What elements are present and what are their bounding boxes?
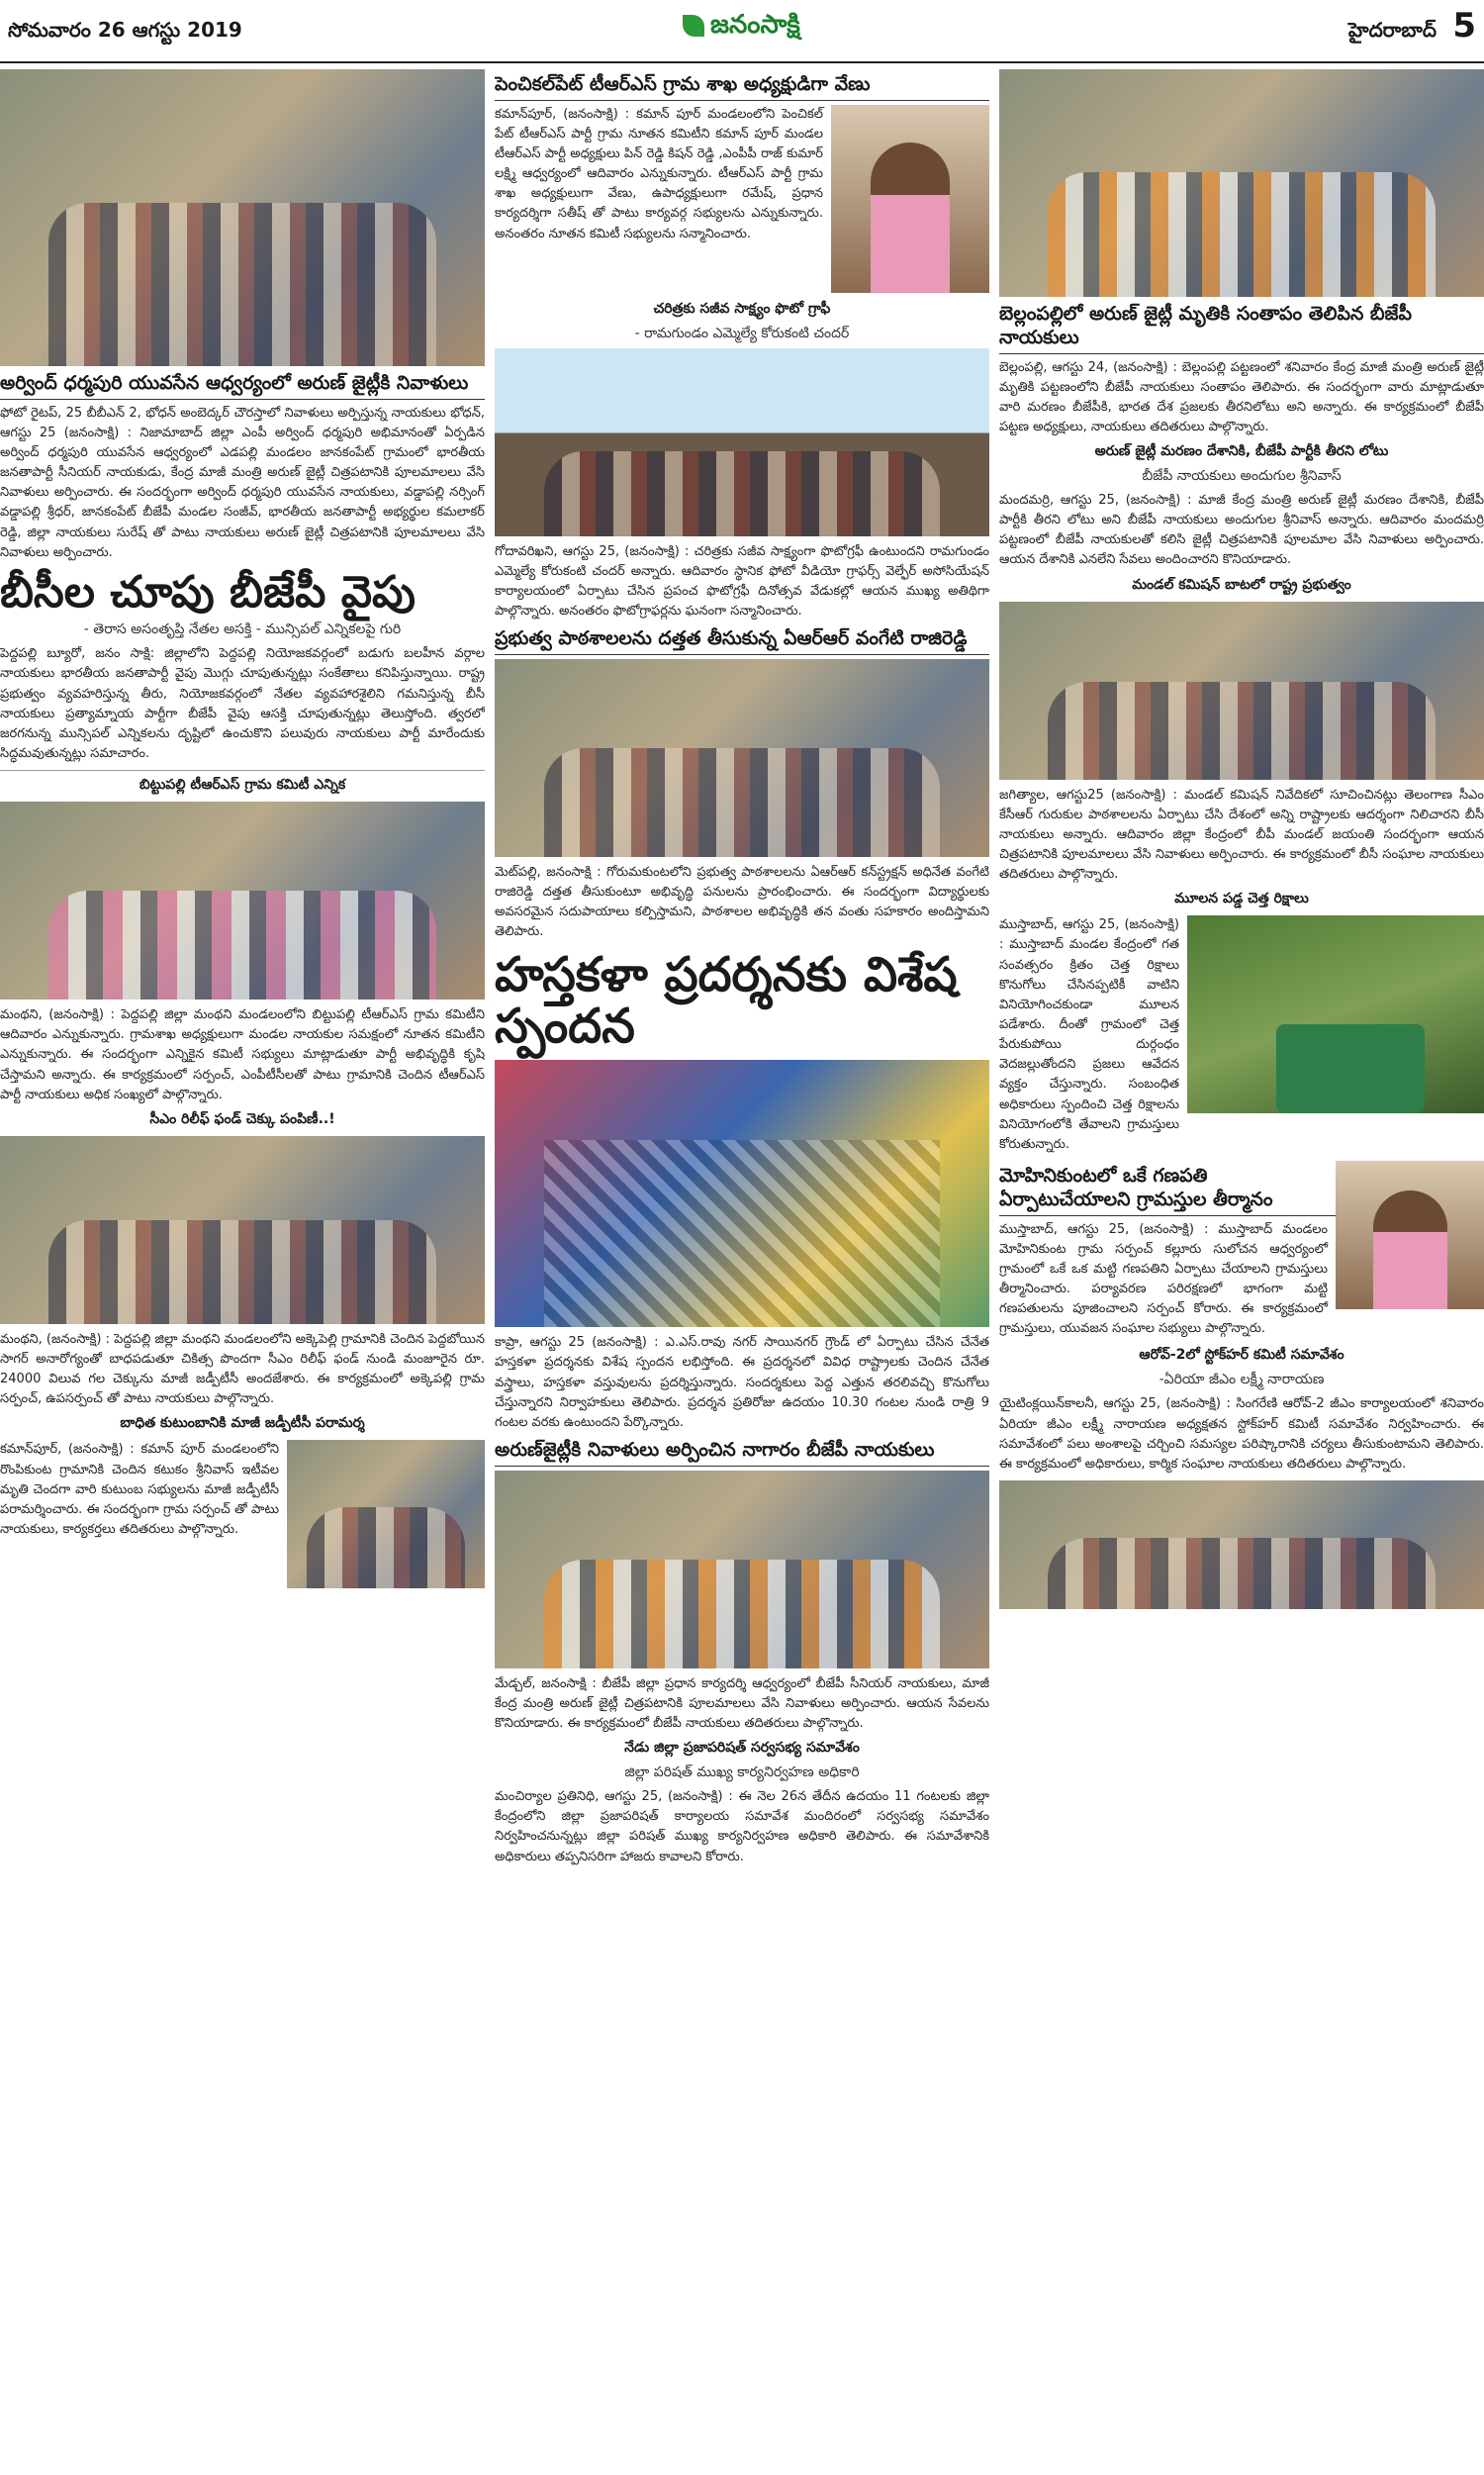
article-body: మంథని, (జనంసాక్షి) : పెద్దపల్లి జిల్లా మంథని మండలంలోని బిట్టుపల్లి టీఆర్ఎస్ గ్రామ కమిటీని ఆదివారం ఎన్నుకున్నారు. గ్రామశాఖ అధ్యక్షులుగా మండల నాయకుల సమక్షంలో నూతన కమిటీని ఎన్నుకున్నారు. ఈ సందర్భంగా ఎన్నికైన కమిటీ సభ్యులు మాట్లాడుతూ పార్టీ అభివృద్ధికి కృషి చేస్తామని అన్నారు. ఈ కార్యక్రమంలో సర్పంచ్, ఎంపీటీసీలతో పాటు గ్రామానికి చెందిన టీఆర్ఎస్ పార్టీ నాయకులు అధిక సంఖ్యలో పాల్గొన్నారు. xyxy=(0,1007,485,1102)
article-headline: అరుణ్‌జైట్లీకి నివాళులు అర్పించిన నాగారం బీజేపీ నాయకులు xyxy=(495,1439,989,1467)
page-number: 5 xyxy=(1452,6,1476,46)
committee-photo xyxy=(0,802,485,1000)
divider xyxy=(0,770,485,771)
sarpanch-portrait xyxy=(1336,1161,1484,1309)
edition-city: హైదరాబాద్ xyxy=(1347,18,1437,42)
article-subheadline: జిల్లా పరిషత్ ముఖ్య కార్యనిర్వహణ అధికారి xyxy=(624,1764,860,1781)
article-body: కమాన్‌పూర్, (జనంసాక్షి) : కమాన్ పూర్ మండలంలోని రొంపికుంట గ్రామానికి చెందిన కటుకం శ్రీనివాస్ ఇటీవల మృతి చెందగా వారి కుటుంబ సభ్యులను మాజీ జడ్పీటీసీ పరామర్శించారు. ఈ సందర్భంగా గ్రామ సర్పంచ్ తో పాటు నాయకులు, కార్యకర్తలు తదితరులు పాల్గొన్నారు. xyxy=(0,1442,279,1537)
article-subheadline: -ఏరియా జీఎం లక్ష్మీ నారాయణ xyxy=(1159,1372,1325,1388)
mandal-commission-photo xyxy=(999,602,1484,780)
condolence-photo xyxy=(999,69,1484,297)
article-headline-large: హస్తకళా ప్రదర్శనకు విశేష స్పందన xyxy=(495,946,958,1055)
column-right xyxy=(999,69,1484,2469)
article-headline: మోహినికుంటలో ఒకే గణపతి ఏర్పాటుచేయాలని గ్రామస్తుల తీర్మానం xyxy=(999,1165,1484,1216)
photo-caption: బిట్టుపల్లి టీఆర్ఎస్ గ్రామ కమిటీ ఎన్నిక xyxy=(139,777,346,794)
article-body: ముస్తాబాద్, ఆగస్టు 25, (జనంసాక్షి) : ముస్తాబాద్ మండలం మోహినికుంట గ్రామ సర్పంచ్ కల్లూరు సులోచన ఆధ్వర్యంలో గ్రామంలో ఒకే ఒక మట్టి గణపతిని ఏర్పాటు చేయాలని గ్రామస్తులు తీర్మానించారు. పర్యావరణ పరిరక్షణలో భాగంగా మట్టి గణపతులను పూజించాలని సర్పంచ్ కోరారు. ఈ కార్యక్రమంలో గ్రామస్తులు, యువజన సంఘాల సభ్యులు పాల్గొన్నారు. xyxy=(999,1221,1328,1337)
photo-caption: బాధిత కుటుంబానికి మాజీ జడ్పీటీసీ పరామర్శ xyxy=(120,1415,365,1432)
column-middle xyxy=(495,69,989,2469)
article-body: కాప్రా, ఆగస్టు 25 (జనంసాక్షి) : ఎ.ఎస్.రావు నగర్ సాయినగర్ గ్రౌండ్ లో ఏర్పాటు చేసిన చేనేత హస్తకళా ప్రదర్శనకు విశేష స్పందన లభిస్తోంది. ఈ ప్రదర్శనలో వివిధ రాష్ట్రాలకు చెందిన చేనేత వస్త్రాలు, హస్తకళా వస్తువులను ప్రదర్శిస్తున్నారు. సందర్శకులు పెద్ద ఎత్తున తరలివచ్చి కొనుగోలు చేస్తున్నారని నిర్వాహకులు తెలిపారు. ప్రదర్శన ప్రతిరోజు ఉదయం 10.30 గంటల నుండి రాత్రి 9 గంటల వరకు ఉంటుందని పేర్కొన్నారు. xyxy=(495,1335,989,1430)
article-headline: అరుణ్ జైట్లీ మరణం దేశానికి, బీజేపీ పార్టీకి తీరని లోటు xyxy=(1094,443,1389,460)
handloom-expo-photo xyxy=(495,1060,989,1327)
article-headline: నేడు జిల్లా ప్రజాపరిషత్ సర్వసభ్య సమావేశం xyxy=(624,1740,860,1757)
article-headline: చరిత్రకు సజీవ సాక్ష్యం ఫొటో గ్రాఫీ xyxy=(653,300,831,317)
photo-caption: సీఎం రిలీఫ్ ఫండ్ చెక్కు పంపిణీ..! xyxy=(149,1110,335,1127)
article-headline: పెంచికల్‌పేట్ టీఆర్ఎస్ గ్రామ శాఖ అధ్యక్షుడిగా వేణు xyxy=(495,73,989,101)
article-body: యైటింక్లయిన్‌కాలనీ, ఆగస్టు 25, (జనంసాక్షి) : సింగరేణి ఆరోవ్-2 జీఎం కార్యాలయంలో శనివారం ఏరియా జీఎం లక్ష్మీ నారాయణ అధ్యక్షతన స్టోక్‌హర్ కమిటీ సమావేశం నిర్వహించారు. ఈ సమావేశంలో పలు అంశాలపై చర్చించి సమస్యల పరిష్కారానికి చర్యలు తీసుకుంటామని తెలిపారు. ఈ కార్యక్రమంలో అధికారులు, కార్మిక సంఘాల నాయకులు తదితరులు పాల్గొన్నారు. xyxy=(999,1396,1484,1472)
article-headline: ప్రభుత్వ పాఠశాలలను దత్తత తీసుకున్న ఏఆర్ఆర్ వంగేటి రాజిరెడ్డి xyxy=(495,627,989,655)
article-body: ముస్తాబాద్, ఆగస్టు 25, (జనంసాక్షి) : ముస్తాబాద్ మండల కేంద్రంలో గత సంవత్సరం క్రితం చెత్త రిక్షాలు కొనుగోలు చేసినప్పటికీ వాటిని వినియోగించకుండా మూలన పడేశారు. దీంతో గ్రామంలో చెత్త పేరుకుపోయి దుర్గంధం వెదజల్లుతోందని ప్రజలు ఆవేదన వ్యక్తం చేస్తున్నారు. సంబంధిత అధికారులు స్పందించి చెత్త రిక్షాలను వినియోగంలోకి తేవాలని గ్రామస్తులు కోరుతున్నారు. xyxy=(999,917,1179,1152)
leaf-icon xyxy=(683,15,704,37)
photography-event-photo xyxy=(495,348,989,536)
article-body: ఫోటో రైటప్, 25 బీబీఎన్ 2, భోధన్ అంబెద్కర్ చౌరస్తాలో నివాళులు అర్పిస్తున్న నాయకులు భోధన్, ఆగస్టు 25 (జనంసాక్షి) : నిజామాబాద్ జిల్లా ఎంపీ అర్వింద్ ధర్మపురి అభిమానంతో ఏర్పడిన అర్వింద్ ధర్మపురి యువసేన ఆధ్వర్యంలో ఎడపల్లి మండలం జానకంపేట్ గ్రామంలో భారతీయ జనతాపార్టీ సీనియర్ నాయకుడు, కేంద్ర మాజీ మంత్రి అరుణ్ జైట్లీ చిత్రపటానికి పూలమాలలు వేసి నివాళులు అర్పించారు. ఈ సందర్భంగా అర్వింద్ ధర్మపురి యువసేన నాయకులు, వడ్డాపల్లి నర్సింగ్ వడ్డాపల్లి శ్రీధర్, జానకంపేట్ బీజేపీ మండల సంజీవ్, భారతీయ జనతాపార్టీ అభ్యర్థుల కమలాకర్ రెడ్డి, జిల్లా నాయకులు సురేష్ తో పాటు నాయకులు అరుణ్ జైట్లీ చిత్రపటానికి పూలమాలలు వేసి నివాళులు అర్పించారు. xyxy=(0,405,485,560)
article-body: మంచిర్యాల ప్రతినిధి, ఆగస్టు 25, (జనంసాక్షి) : ఈ నెల 26న తేదీన ఉదయం 11 గంటలకు జిల్లా కేంద్రంలోని జిల్లా ప్రజాపరిషత్ కార్యాలయ సమావేశ మందిరంలో సర్వసభ్య సమావేశం నిర్వహించనున్నట్లు జిల్లా పరిషత్ ముఖ్య కార్యనిర్వహణ అధికారి తెలిపారు. ఈ సమావేశానికి అధికారులు తప్పనిసరిగా హాజరు కావాలని కోరారు. xyxy=(495,1789,989,1864)
article-body: బెల్లంపల్లి, ఆగస్టు 24, (జనంసాక్షి) : బెల్లంపల్లి పట్టణంలో శనివారం కేంద్ర మాజీ మంత్రి అరుణ్ జైట్లీ మృతికి పట్టణంలోని బీజేపీ నాయకులు సంతాపం తెలిపారు. ఈ సందర్భంగా వారు మాట్లాడుతూ వారి మరణం బీజేపీకి, భారత దేశ ప్రజలకు తీరనిలోటు అని అన్నారు. ఈ కార్యక్రమంలో బీజేపీ పట్టణ అధ్యక్షులు, నాయకులు తదితరులు పాల్గొన్నారు. xyxy=(999,359,1484,434)
newspaper-logo xyxy=(683,10,800,46)
meeting-photo xyxy=(999,1480,1484,1609)
tribute-photo xyxy=(495,1471,989,1668)
article-body: మందమర్రి, ఆగస్టు 25, (జనంసాక్షి) : మాజీ కేంద్ర మంత్రి అరుణ్ జైట్లీ మరణం దేశానికి, బీజేపీ పార్టీకి తీరని లోటు అని బీజేపీ నాయకులు అందుగుల శ్రీనివాస్ అన్నారు. ఆదివారం మందమర్రి పట్టణంలో బీజేపీ నాయకులతో కలిసి జైట్లీ చిత్రపటానికి పూలమాల వేసి నివాళులు అర్పించారు. ఆయన దేశానికి ఎనలేని సేవలు అందించారని కొనియాడారు. xyxy=(999,493,1484,568)
article-body: గోదావరిఖని, ఆగస్టు 25, (జనంసాక్షి) : చరిత్రకు సజీవ సాక్ష్యంగా ఫొటోగ్రఫీ ఉంటుందని రామగుండం ఎమ్మెల్యే కోరుకంటి చందర్ అన్నారు. ఆదివారం స్థానిక ఫోటో వీడియో గ్రాఫర్స్ వెల్ఫేర్ అసోసియేషన్ కార్యాలయంలో ఏర్పాటు చేసిన ప్రపంచ ఫొటోగ్రఫీ దినోత్సవ వేడుకల్లో ఆయన ముఖ్య అతిథిగా పాల్గొన్నారు. అనంతరం ఫొటోగ్రాఫర్లను ఘనంగా సన్మానించారు. xyxy=(495,543,989,619)
portrait-photo xyxy=(831,105,989,293)
logo-text: జనంసాక్షి xyxy=(710,10,800,40)
visit-photo xyxy=(287,1440,485,1588)
article-headline: బెల్లంపల్లిలో అరుణ్ జైట్లీ మృతికి సంతాపం తెలిపిన బీజేపీ నాయకులు xyxy=(999,303,1484,354)
article-headline-large: బీసీల చూపు బీజేపీ వైపు xyxy=(0,566,416,618)
article-headline: మూలన పడ్డ చెత్త రిక్షాలు xyxy=(1174,891,1309,907)
tribute-photo xyxy=(0,69,485,366)
column-left xyxy=(0,69,485,2469)
article-headline: అర్వింద్ ధర్మపురి యువసేన ఆధ్వర్యంలో అరుణ్ జైట్లీకి నివాళులు xyxy=(0,372,485,400)
article-body: మేడ్చల్, జనంసాక్షి : బీజేపీ జిల్లా ప్రధాన కార్యదర్శి ఆధ్వర్యంలో బీజేపీ సీనియర్ నాయకులు, మాజీ కేంద్ర మంత్రి అరుణ్ జైట్లీ చిత్రపటానికి పూలమాలలు వేసి నివాళులు అర్పించారు. ఆయన సేవలను కొనియాడారు. ఈ కార్యక్రమంలో బీజేపీ నాయకులు తదితరులు పాల్గొన్నారు. xyxy=(495,1675,989,1731)
article-headline: ఆరోవ్-2లో స్టోక్‌హర్ కమిటీ సమావేశం xyxy=(1139,1347,1345,1364)
article-subheadline: - రామగుండం ఎమ్మెల్యే కోరుకంటి చందర్ xyxy=(634,325,850,341)
article-body: మంథని, (జనంసాక్షి) : పెద్దపల్లి జిల్లా మంథని మండలంలోని అక్కెపెల్లి గ్రామానికి చెందిన పెద్దబోయిన సాగర్ అనారోగ్యంతో బాధపడుతూ చికిత్స పొందగా సీఎం రిలీఫ్ ఫండ్ నుండి మంజూరైన రూ. 24000 విలువ గల చెక్కును మాజీ జడ్పీటీసీ అందజేశారు. ఈ కార్యక్రమంలో అక్కెపల్లి గ్రామ సర్పంచ్, ఉపసర్పంచ్ తో పాటు నాయకులు పాల్గొన్నారు. xyxy=(0,1331,485,1407)
article-subheadline: - తెరాస అసంతృప్తి నేతల అసక్తి - మున్సిపల్ ఎన్నికలపై గురి xyxy=(83,621,402,638)
article-body: పెద్దపల్లి బ్యూరో, జనం సాక్షి: జిల్లాలోని పెద్దపల్లి నియోజకవర్గంలో బడుగు బలహీన వర్గాల నాయకులు భారతీయ జనతాపార్టీ వైపు మొగ్గు చూపుతున్నట్లు సంకేతాలు కనిపిస్తున్నాయి. రాష్ట్ర ప్రభుత్వం వ్యవహరిస్తున్న తీరు, నియోజకవర్గంలో నేతల వ్యవహారశైలిని గమనిస్తున్న బీసీ నాయకులు ప్రత్యామ్నాయ పార్టీగా బీజేపీ వైపు ఆసక్తి చూపుతున్నట్లు తెలుస్తోంది. త్వరలో జరగనున్న మున్సిపల్ ఎన్నికలను దృష్టిలో ఉంచుకొని పలువురు నాయకులు పార్టీ మారేందుకు సిద్ధమవుతున్నట్లు సమాచారం. xyxy=(0,646,485,761)
article-headline: మండల్ కమిషన్ బాటలో రాష్ట్ర ప్రభుత్వం xyxy=(1132,576,1351,593)
garbage-rickshaw-photo xyxy=(1187,915,1484,1113)
masthead xyxy=(0,0,1484,63)
issue-date: సోమవారం 26 ఆగస్టు 2019 xyxy=(8,18,242,42)
article-subheadline: బీజేపీ నాయకులు అందుగుల శ్రీనివాస్ xyxy=(1142,468,1342,485)
article-body: కమాన్‌పూర్, (జనంసాక్షి) : కమాన్ పూర్ మండలంలోని పెంచికల్ పేట్ టీఆర్ఎస్ పార్టీ గ్రామ నూతన కమిటీని కమాన్ పూర్ మండల టీఆర్ఎస్ పార్టీ అధ్యక్షులు పిన్ రెడ్డి కిషన్ రెడ్డి ,ఎంపీపీ రాజ్ కుమార్ లక్ష్మి ఆధ్వర్యంలో ఆదివారం ఎన్నుకున్నారు. టీఆర్ఎస్ పార్టీ గ్రామ శాఖ అధ్యక్షులుగా వేణు, ఉపాధ్యక్షులుగా రమేష్, ప్రధాన కార్యదర్శిగా సతీష్ తో పాటు కార్యవర్గ సభ్యులను ఎన్నుకున్నారు. అనంతరం నూతన కమిటీ సభ్యులను సన్మానించారు. xyxy=(495,106,823,241)
article-body: మెట్‌పల్లి, జనంసాక్షి : గోరుమకుంటలోని ప్రభుత్వ పాఠశాలలను ఏఆర్ఆర్ కన్‌స్ట్రక్షన్ అధినేత వంగేటి రాజిరెడ్డి దత్తత తీసుకుంటూ అభివృద్ధి పనులను ప్రారంభించారు. ఈ సందర్భంగా విద్యార్థులకు అవసరమైన సదుపాయాలు కల్పిస్తామని, పాఠశాలల అభివృద్ధికి తన వంతు సహకారం అందిస్తామని తెలిపారు. xyxy=(495,865,989,940)
cheque-photo xyxy=(0,1136,485,1324)
school-photo xyxy=(495,659,989,857)
article-body: జగిత్యాల, ఆగస్టు25 (జనంసాక్షి) : మండల్ కమిషన్ నివేదికలో సూచించినట్లు తెలంగాణ సీఎం కేసీఆర్ గురుకుల పాఠశాలలను ఏర్పాటు చేసి దేశంలో అన్ని రాష్ట్రాలకు ఆదర్శంగా నిలిచారని బీసీ నాయకులు అన్నారు. ఆదివారం జిల్లా కేంద్రంలో బీపీ మండల్ జయంతి సందర్భంగా ఆయన చిత్రపటానికి పూలమాలలు వేసి నివాళులు అర్పించారు. ఈ కార్యక్రమంలో బీసీ సంఘాల నాయకులు తదితరులు పాల్గొన్నారు. xyxy=(999,787,1484,883)
